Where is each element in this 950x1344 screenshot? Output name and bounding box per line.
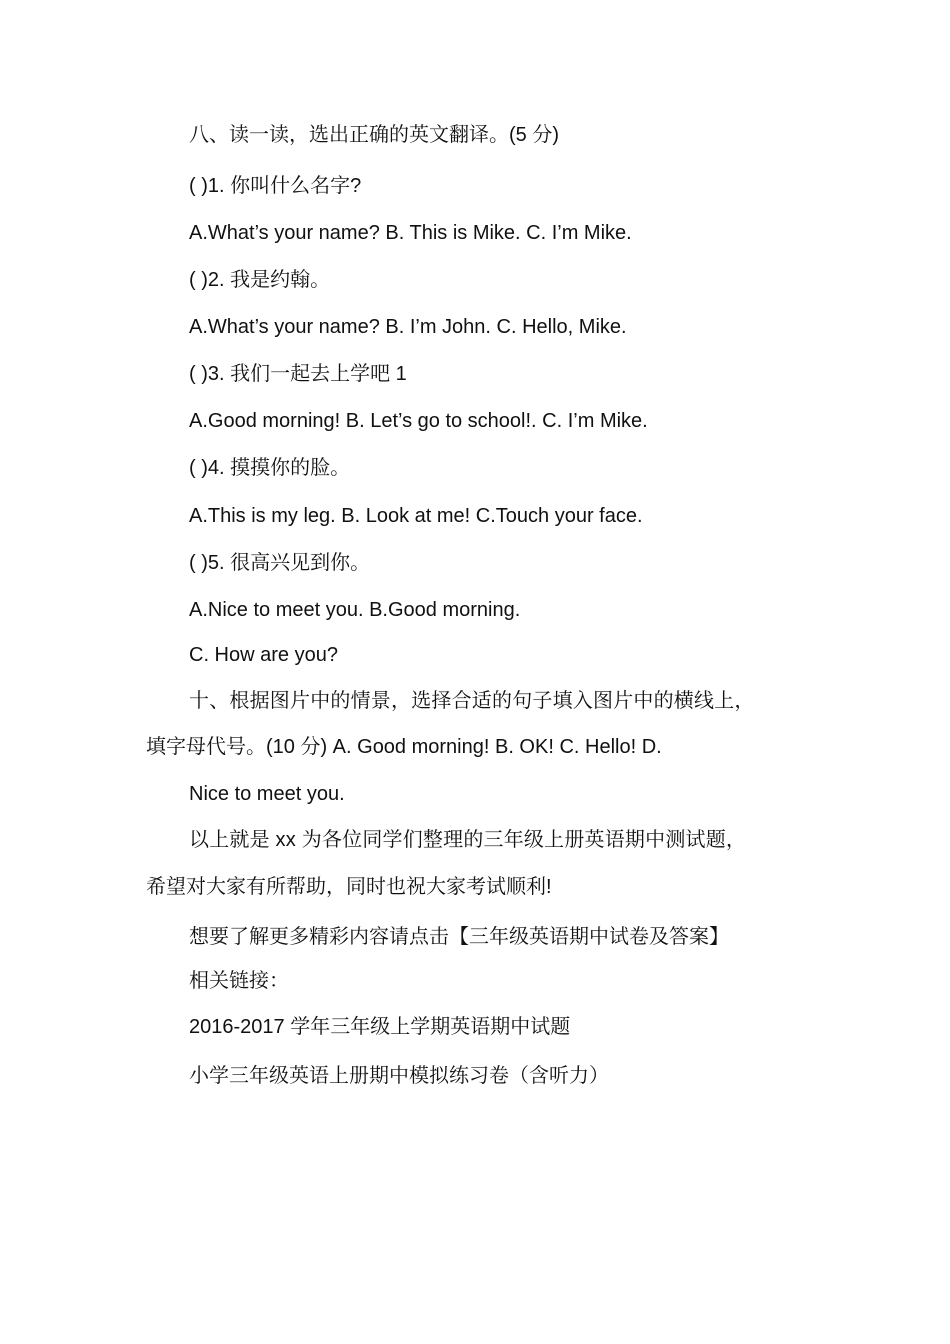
related-link-1-text[interactable]: 2016-2017 学年三年级上学期英语期中试题 <box>189 1016 571 1038</box>
closing-paragraph-line-2: 希望对大家有所帮助，同时也祝大家考试顺利! <box>146 876 552 898</box>
related-link-2-text[interactable]: 小学三年级英语上册期中模拟练习卷（含听力） <box>189 1065 609 1087</box>
question-1-prompt: ( )1. 你叫什么名字? <box>189 175 362 197</box>
section-10-option-d: Nice to meet you. <box>189 783 345 805</box>
question-2-prompt: ( )2. 我是约翰。 <box>189 269 331 291</box>
more-info-link[interactable] <box>189 924 729 950</box>
section-8-heading: 八、读一读，选出正确的英文翻译。(5 分) <box>189 124 559 146</box>
section-10-instructions: 填字母代号。(10 分) A. Good morning! B. OK! C. Hello! D. <box>146 736 662 758</box>
closing-paragraph-line-1: 以上就是 xx 为各位同学们整理的三年级上册英语期中测试题， <box>189 829 747 851</box>
question-4-options: A.This is my leg. B. Look at me! C.Touch your face. <box>189 505 643 527</box>
related-link-1[interactable] <box>189 1014 570 1040</box>
question-3-prompt: ( )3. 我们一起去上学吧 1 <box>189 363 407 385</box>
section-10-heading: 十、根据图片中的情景，选择合适的句子填入图片中的横线上， <box>189 690 755 712</box>
question-1-options: A.What’s your name? B. This is Mike. C. I’m Mike. <box>189 222 632 244</box>
question-5-options-continued: C. How are you? <box>189 644 338 666</box>
question-4-prompt: ( )4. 摸摸你的脸。 <box>189 457 351 479</box>
question-5-options: A.Nice to meet you. B.Good morning. <box>189 599 521 621</box>
question-3-options: A.Good morning! B. Let’s go to school!. C. I’m Mike. <box>189 410 648 432</box>
related-link-2[interactable] <box>189 1063 609 1089</box>
question-5-prompt: ( )5. 很高兴见到你。 <box>189 552 371 574</box>
related-links-heading: 相关链接： <box>189 970 289 992</box>
question-2-options: A.What’s your name? B. I’m John. C. Hello, Mike. <box>189 316 627 338</box>
more-info-link-text[interactable]: 想要了解更多精彩内容请点击【三年级英语期中试卷及答案】 <box>189 926 729 948</box>
